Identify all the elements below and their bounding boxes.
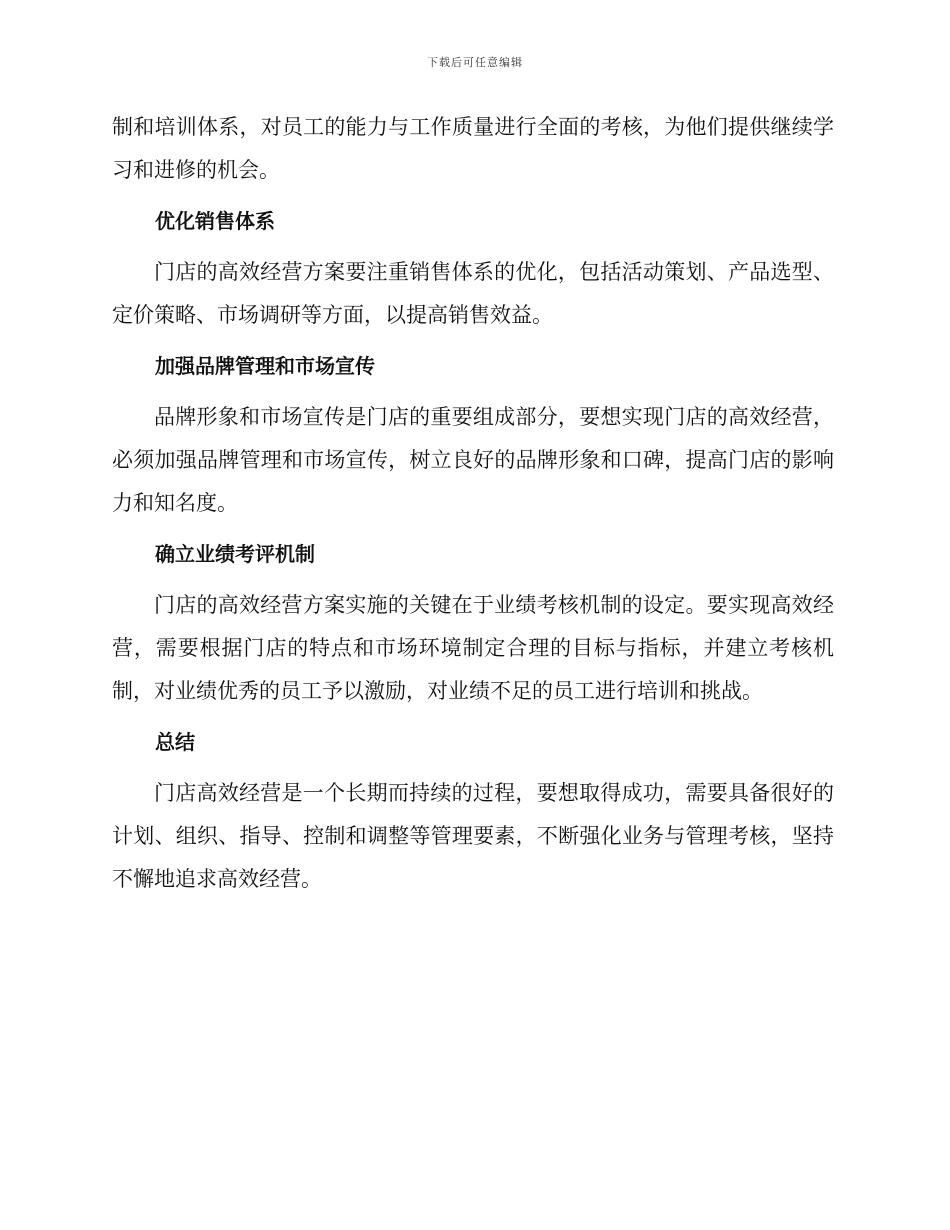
paragraph-brand-marketing: 品牌形象和市场宣传是门店的重要组成部分，要想实现门店的高效经营，必须加强品牌管理和市场宣传，树立良好的品牌形象和口碑，提高门店的影响力和知名度。 [112,405,834,515]
paragraph-summary: 门店高效经营是一个长期而持续的过程，要想取得成功，需要具备很好的计划、组织、指导、控制和调整等管理要素，不断强化业务与管理考核，坚持不懈地追求高效经营。 [112,781,834,891]
heading-brand-marketing: 加强品牌管理和市场宣传 [155,354,375,378]
paragraph-optimize-sales: 门店的高效经营方案要注重销售体系的优化，包括活动策划、产品选型、定价策略、市场调研等方面，以提高销售效益。 [112,260,834,327]
page-header: 下载后可任意编辑 [427,56,523,69]
heading-summary: 总结 [155,730,195,754]
document-body [112,106,834,909]
heading-performance-review: 确立业绩考评机制 [155,542,315,566]
paragraph-training-continued: 制和培训体系，对员工的能力与工作质量进行全面的考核，为他们提供继续学习和进修的机会。 [112,115,834,182]
heading-optimize-sales: 优化销售体系 [155,209,275,233]
paragraph-performance-review: 门店的高效经营方案实施的关键在于业绩考核机制的设定。要实现高效经营，需要根据门店的特点和市场环境制定合理的目标与指标，并建立考核机制，对业绩优秀的员工予以激励，对业绩不足的员工进行培训和挑战。 [112,593,834,703]
